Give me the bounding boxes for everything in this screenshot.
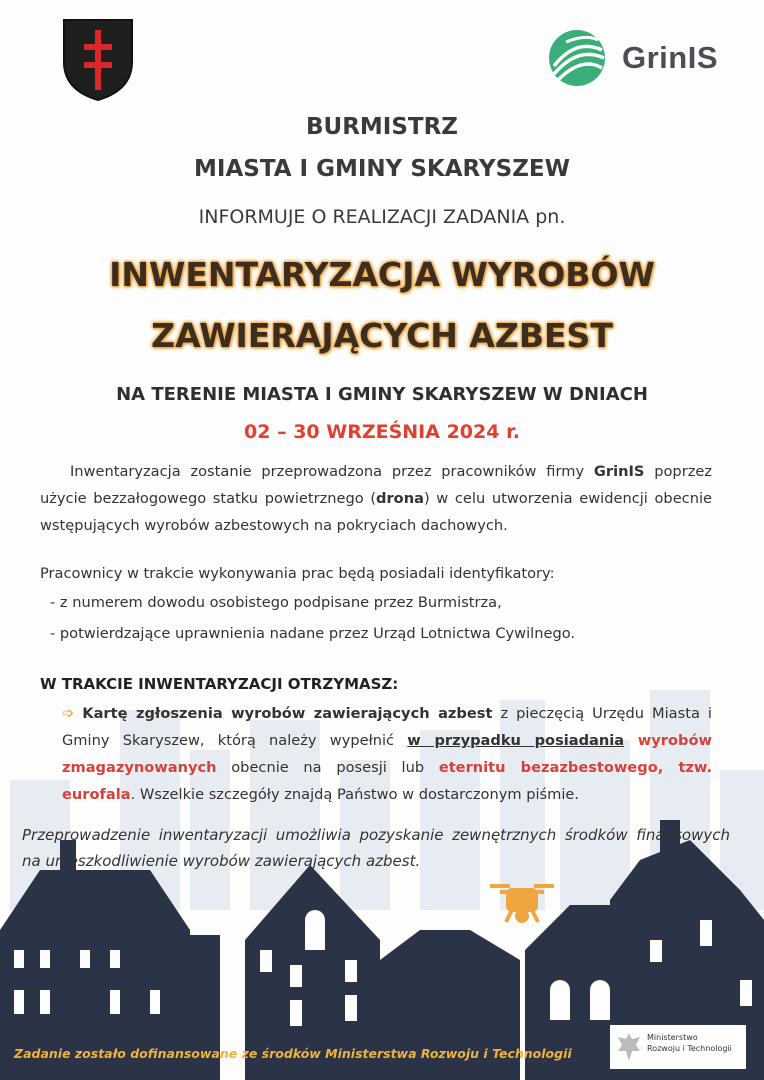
p3-text-a: z pieczęcią Urzędu Miasta i Gminy Skaryszew, którą należy wypełnić [62, 705, 712, 749]
paragraph-inventory [40, 458, 712, 539]
p1-text-a: Inwentaryzacja zostanie przeprowadzona przez pracowników firmy [70, 463, 594, 480]
p3-bold: Kartę zgłoszenia wyrobów zawierających azbest [82, 705, 493, 722]
ministry-name-line-2: Rozwoju i Technologii [647, 1044, 732, 1053]
task-title-line-2: ZAWIERAJĄCYCH AZBEST [151, 316, 613, 355]
dates-line: 02 – 30 WRZEŚNIA 2024 r. [244, 421, 520, 443]
p3-underlined: w przypadku posiadania [407, 732, 625, 749]
paragraph-card [62, 700, 712, 808]
p1-text-c: ) w celu utworzenia ewidencji obecnie wstępujących wyrobów azbestowych na pokryciach dachowych. [40, 490, 712, 534]
paragraph-identifiers: Pracownicy w trakcie wykonywania prac będą posiadali identyfikatory: [40, 565, 555, 582]
p1-drone: drona [376, 490, 424, 507]
p3-text-c: . Wszelkie szczegóły znajdą Państwo w dostarczonym piśmie. [130, 786, 580, 803]
p1-text-b: poprzez użycie bezzałogowego statku powietrznego ( [40, 463, 712, 507]
task-title-line-1: INWENTARYZACJA WYROBÓW [109, 255, 655, 294]
eagle-emblem-icon [616, 1031, 642, 1063]
list-item: - z numerem dowodu osobistego podpisane przez Burmistrza, [50, 594, 502, 611]
p3-text-b: obecnie na posesji lub [216, 759, 439, 776]
list-item: - potwierdzające uprawnienia nadane przez Urząd Lotnictwa Cywilnego. [50, 625, 576, 642]
section-heading: W TRAKCIE INWENTARYZACJI OTRZYMASZ: [40, 675, 399, 693]
p3-red-1: wyrobów zmagazynowanych [62, 732, 712, 776]
inform-line: INFORMUJE O REALIZACJI ZADANIA pn. [198, 206, 566, 228]
arrow-icon: ➩ [62, 705, 75, 722]
p3-red-2: eternitu bezazbestowego, tzw. eurofala [62, 759, 713, 803]
paragraph-funding-info: Przeprowadzenie inwentaryzacji umożliwia pozyskanie zewnętrznych środków finansowych na unieszkodliwienie wyrobów zawierających azbest. [22, 826, 730, 870]
ministry-name-line-1: Ministerstwo [647, 1033, 698, 1042]
title-line-1: BURMISTRZ [305, 114, 458, 140]
funding-footer: Zadanie zostało dofinansowane ze środków Ministerstwa Rozwoju i Technologii [14, 1046, 572, 1061]
ministry-logo [610, 1025, 746, 1069]
p1-firm: GrinIS [593, 463, 645, 480]
title-line-2: MIASTA I GMINY SKARYSZEW [194, 156, 570, 182]
grinis-wordmark: GrinIS [622, 40, 719, 75]
area-line: NA TERENIE MIASTA I GMINY SKARYSZEW W DNIACH [116, 384, 648, 405]
coat-of-arms-icon [62, 18, 134, 102]
